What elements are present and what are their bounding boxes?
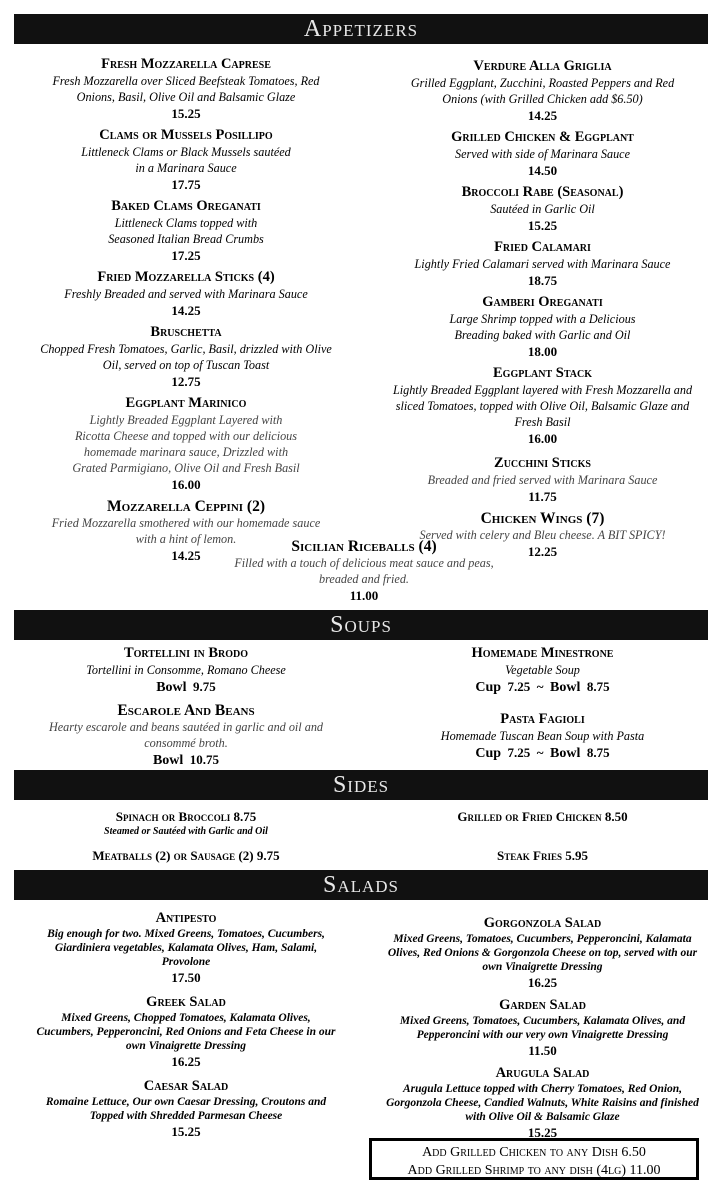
item-description: Freshly Breaded and served with Marinara Sauce bbox=[64, 287, 308, 301]
bowl-price: 8.75 bbox=[586, 679, 610, 694]
item-name bbox=[36, 808, 336, 825]
separator: ~ bbox=[536, 745, 544, 760]
item-description: Lightly Breaded Eggplant layered with Fresh Mozzarella and sliced Tomatoes, topped with Olive Oil, Balsamic Glaze and Fresh Basil bbox=[392, 383, 693, 429]
menu-item bbox=[385, 915, 700, 991]
item-price: 15.25 bbox=[171, 1124, 201, 1139]
side-price: 8.75 bbox=[233, 809, 257, 824]
salads-header: Salads bbox=[14, 870, 708, 900]
menu-item bbox=[36, 127, 336, 193]
bowl-label: Bowl bbox=[156, 680, 187, 695]
side-price: 9.75 bbox=[256, 848, 280, 863]
item-name: Tortellini in Brodo bbox=[123, 645, 249, 661]
item-name: Pasta Fagioli bbox=[500, 711, 585, 727]
item-price bbox=[385, 678, 700, 697]
item-description: Littleneck Clams or Black Mussels sautéed in a Marinara Sauce bbox=[81, 145, 291, 175]
appetizers-center-item bbox=[214, 538, 514, 604]
menu-item bbox=[36, 269, 336, 319]
item-price: 16.00 bbox=[527, 431, 558, 446]
item-price: 11.50 bbox=[528, 1043, 557, 1058]
menu-item bbox=[385, 239, 700, 289]
cup-label: Cup bbox=[475, 680, 502, 695]
sides-left-column bbox=[36, 808, 336, 864]
item-description: Large Shrimp topped with a Delicious Breading baked with Garlic and Oil bbox=[449, 312, 636, 342]
menu-item bbox=[36, 702, 336, 770]
item-description: Tortellini in Consomme, Romano Cheese bbox=[86, 663, 286, 677]
appetizers-left-column bbox=[36, 56, 336, 569]
item-price: 17.75 bbox=[171, 177, 201, 192]
item-description: Homemade Tuscan Bean Soup with Pasta bbox=[440, 729, 645, 743]
item-name: Sicilian Riceballs (4) bbox=[291, 538, 437, 555]
salads-right-column bbox=[385, 915, 700, 1146]
item-description: Served with celery and Bleu cheese. A BIT SPICY! bbox=[419, 528, 666, 542]
item-price: 16.00 bbox=[171, 477, 201, 492]
menu-item bbox=[385, 365, 700, 447]
item-description: Littleneck Clams topped with Seasoned Italian Bread Crumbs bbox=[108, 216, 264, 246]
item-description: Breaded and fried served with Marinara Sauce bbox=[427, 473, 658, 487]
cup-price: 7.25 bbox=[507, 679, 531, 694]
item-price: 14.25 bbox=[171, 548, 201, 563]
item-name: Fried Mozzarella Sticks (4) bbox=[97, 269, 275, 285]
item-name: Antipesto bbox=[155, 910, 217, 926]
soups-right-column bbox=[385, 645, 700, 768]
item-price: 15.25 bbox=[527, 1125, 558, 1140]
sides-right-column bbox=[385, 808, 700, 864]
item-name bbox=[385, 808, 700, 825]
separator: ~ bbox=[536, 679, 544, 694]
menu-item bbox=[36, 1078, 336, 1140]
menu-item bbox=[385, 455, 700, 505]
soups-header: Soups bbox=[14, 610, 708, 640]
item-price bbox=[385, 744, 700, 763]
item-description: Mixed Greens, Tomatoes, Cucumbers, Pepperoncini, Kalamata Olives, Red Onions & Gorgonzola Cheese on top, served with our own Vinaigrette Dressing bbox=[387, 933, 698, 973]
salads-left-column bbox=[36, 910, 336, 1145]
item-name bbox=[385, 847, 700, 864]
item-name: Arugula Salad bbox=[495, 1065, 590, 1081]
appetizers-right-column bbox=[385, 58, 700, 565]
item-price: 15.25 bbox=[171, 106, 201, 121]
item-name: Fresh Mozzarella Caprese bbox=[101, 56, 271, 72]
item-name: Broccoli Rabe (Seasonal) bbox=[461, 184, 624, 200]
menu-item bbox=[36, 56, 336, 122]
bowl-label: Bowl bbox=[550, 680, 581, 695]
item-description: Mixed Greens, Chopped Tomatoes, Kalamata Olives, Cucumbers, Pepperoncini, Red Onions and Feta Cheese in our own Vinaigrette Dressing bbox=[36, 1012, 336, 1052]
menu-item bbox=[36, 645, 336, 697]
item-price: 15.25 bbox=[527, 218, 558, 233]
item-price: 14.50 bbox=[527, 163, 558, 178]
item-description: Fried Mozzarella smothered with our homemade sauce with a hint of lemon. bbox=[51, 516, 321, 546]
menu-item bbox=[385, 294, 700, 360]
bowl-price: 10.75 bbox=[189, 752, 220, 767]
menu-item bbox=[36, 910, 336, 986]
item-name: Garden Salad bbox=[499, 997, 586, 1013]
item-price: 11.75 bbox=[528, 489, 557, 504]
add-protein-box bbox=[369, 1138, 699, 1180]
item-price: 12.75 bbox=[171, 374, 201, 389]
side-price: 5.95 bbox=[565, 848, 588, 863]
item-description: Steamed or Sautéed with Garlic and Oil bbox=[104, 826, 268, 837]
item-name bbox=[36, 847, 336, 864]
bowl-price: 9.75 bbox=[193, 679, 216, 694]
item-description: Served with side of Marinara Sauce bbox=[455, 147, 630, 161]
item-description: Romaine Lettuce, Our own Caesar Dressing, Croutons and Topped with Shredded Parmesan Cheese bbox=[45, 1096, 327, 1122]
menu-item bbox=[385, 997, 700, 1059]
bowl-label: Bowl bbox=[152, 753, 184, 768]
side-name: Meatballs (2) or Sausage (2) bbox=[92, 848, 254, 863]
item-price: 14.25 bbox=[171, 303, 201, 318]
cup-price: 7.25 bbox=[507, 745, 531, 760]
item-price: 14.25 bbox=[527, 108, 558, 123]
menu-item bbox=[385, 184, 700, 234]
item-name: Bruschetta bbox=[150, 324, 222, 340]
item-name: Baked Clams Oreganati bbox=[111, 198, 261, 214]
menu-item bbox=[36, 395, 336, 493]
item-price: 12.25 bbox=[527, 544, 558, 559]
soups-left-column bbox=[36, 645, 336, 775]
item-description: Arugula Lettuce topped with Cherry Tomatoes, Red Onion, Gorgonzola Cheese, Candied Walnuts, White Raisins and finished with Olive Oil & Balsamic Glaze bbox=[386, 1083, 699, 1123]
item-name: Gamberi Oreganati bbox=[482, 294, 603, 310]
side-name: Steak Fries bbox=[497, 848, 562, 863]
item-name: Homemade Minestrone bbox=[471, 645, 614, 661]
item-description: Grilled Eggplant, Zucchini, Roasted Peppers and Red Onions (with Grilled Chicken add $6.50) bbox=[410, 76, 675, 106]
item-description: Lightly Fried Calamari served with Marinara Sauce bbox=[414, 257, 671, 271]
menu-item bbox=[385, 711, 700, 763]
appetizers-header: Appetizers bbox=[14, 14, 708, 44]
item-price: 16.25 bbox=[171, 1054, 201, 1069]
item-name: Escarole And Beans bbox=[117, 702, 255, 719]
item-description: Chopped Fresh Tomatoes, Garlic, Basil, drizzled with Olive Oil, served on top of Tuscan Toast bbox=[40, 342, 332, 372]
item-description: Fresh Mozzarella over Sliced Beefsteak Tomatoes, Red Onions, Basil, Olive Oil and Balsamic Glaze bbox=[52, 74, 320, 104]
item-price: 16.25 bbox=[527, 975, 558, 990]
item-name: Chicken Wings (7) bbox=[480, 510, 605, 527]
item-price: 11.00 bbox=[349, 588, 379, 603]
side-name: Spinach or Broccoli bbox=[115, 809, 231, 824]
side-price: 8.50 bbox=[604, 809, 628, 824]
item-price: 17.50 bbox=[171, 970, 201, 985]
item-description: Filled with a touch of delicious meat sauce and peas, breaded and fried. bbox=[234, 556, 494, 586]
bowl-price: 8.75 bbox=[586, 745, 610, 760]
item-description: Mixed Greens, Tomatoes, Cucumbers, Kalamata Olives, and Pepperoncini with our very own Vinaigrette Dressing bbox=[399, 1015, 686, 1041]
item-name: Caesar Salad bbox=[143, 1078, 229, 1094]
menu-item bbox=[36, 198, 336, 264]
item-price: 18.00 bbox=[527, 344, 558, 359]
add-shrimp-line: Add Grilled Shrimp to any dish (4lg) 11.00 bbox=[407, 1163, 661, 1178]
item-name: Eggplant Stack bbox=[493, 365, 592, 381]
item-price bbox=[36, 678, 336, 697]
item-name: Mozzarella Ceppini (2) bbox=[107, 498, 265, 515]
item-name: Greek Salad bbox=[146, 994, 226, 1010]
item-name: Grilled Chicken & Eggplant bbox=[451, 129, 634, 145]
menu-item bbox=[385, 645, 700, 697]
menu-item bbox=[36, 994, 336, 1070]
item-name: Clams or Mussels Posillipo bbox=[99, 127, 273, 143]
item-description: Vegetable Soup bbox=[505, 663, 580, 677]
menu-item bbox=[385, 58, 700, 124]
item-price: 18.75 bbox=[527, 273, 558, 288]
bowl-label: Bowl bbox=[550, 746, 581, 761]
item-price bbox=[36, 751, 336, 770]
item-name: Zucchini Sticks bbox=[494, 455, 591, 471]
item-description: Sautéed in Garlic Oil bbox=[490, 202, 595, 216]
item-name: Gorgonzola Salad bbox=[483, 915, 602, 931]
menu-item bbox=[36, 324, 336, 390]
menu-item bbox=[385, 129, 700, 179]
item-description: Big enough for two. Mixed Greens, Tomatoes, Cucumbers, Giardiniera vegetables, Kalamata Olives, Ham, Salami, Provolone bbox=[47, 928, 325, 968]
menu-item bbox=[385, 1065, 700, 1141]
item-name: Eggplant Marinico bbox=[125, 395, 247, 411]
sides-header: Sides bbox=[14, 770, 708, 800]
cup-label: Cup bbox=[475, 746, 502, 761]
add-chicken-line: Add Grilled Chicken to any Dish 6.50 bbox=[422, 1145, 646, 1160]
item-name: Fried Calamari bbox=[494, 239, 591, 255]
item-name: Verdure Alla Griglia bbox=[473, 58, 612, 74]
item-description: Lightly Breaded Eggplant Layered with Ricotta Cheese and topped with our delicious homemade marinara sauce, Drizzled with Grated Parmigiano, Olive Oil and Fresh Basil bbox=[72, 413, 300, 475]
item-description: Hearty escarole and beans sautéed in garlic and oil and consommé broth. bbox=[48, 720, 324, 750]
side-name: Grilled or Fried Chicken bbox=[457, 809, 602, 824]
item-price: 17.25 bbox=[171, 248, 201, 263]
